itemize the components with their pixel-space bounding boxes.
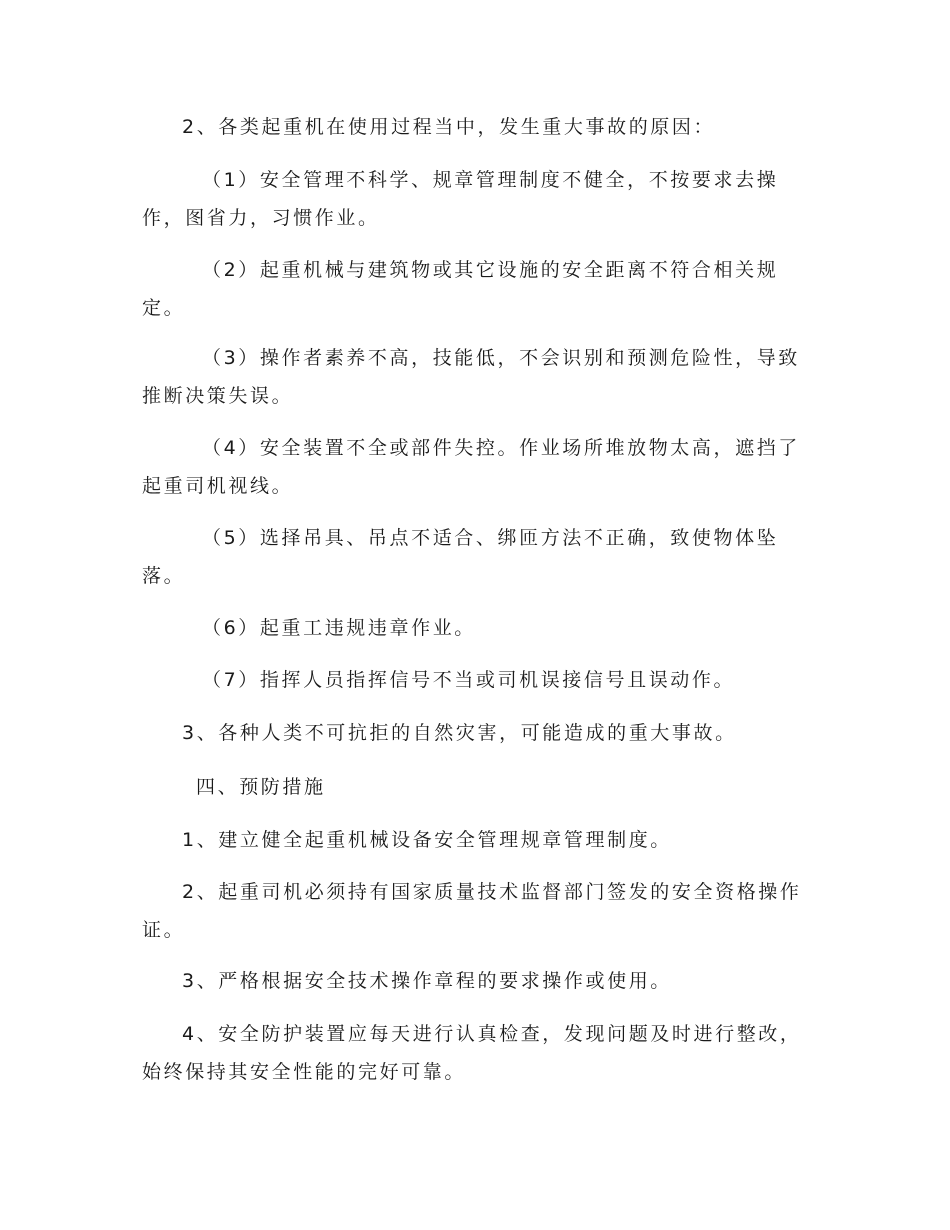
section-heading-prevention: 四、预防措施: [196, 776, 326, 798]
paragraph-cause-2: （2）起重机械与建筑物或其它设施的安全距离不符合相关规定。: [142, 259, 779, 319]
paragraph-measure-4: 4、安全防护装置应每天进行认真检查，发现问题及时进行整改，始终保持其安全性能的完好可靠。: [142, 1023, 802, 1083]
paragraph-cause-5: （5）选择吊具、吊点不适合、绑匝方法不正确，致使物体坠落。: [142, 527, 779, 587]
paragraph-cause-1: （1）安全管理不科学、规章管理制度不健全，不按要求去操作，图省力，习惯作业。: [142, 169, 779, 229]
paragraph-natural-disasters: 3、各种人类不可抗拒的自然灾害，可能造成的重大事故。: [182, 722, 737, 744]
paragraph-cause-7: （7）指挥人员指挥信号不当或司机误接信号且误动作。: [202, 669, 736, 691]
paragraph-cause-4: （4）安全装置不全或部件失控。作业场所堆放物太高，遮挡了起重司机视线。: [142, 437, 800, 497]
paragraph-measure-1: 1、建立健全起重机械设备安全管理规章管理制度。: [182, 829, 672, 851]
paragraph-measure-3: 3、严格根据安全技术操作章程的要求操作或使用。: [182, 970, 672, 992]
paragraph-cause-6: （6）起重工违规违章作业。: [202, 617, 476, 639]
paragraph-measure-2: 2、起重司机必须持有国家质量技术监督部门签发的安全资格操作证。: [142, 881, 802, 941]
paragraph-cause-3: （3）操作者素养不高，技能低，不会识别和预测危险性，导致推断决策失误。: [142, 347, 800, 407]
paragraph-accident-causes-heading: 2、各类起重机在使用过程当中，发生重大事故的原因：: [182, 116, 716, 138]
